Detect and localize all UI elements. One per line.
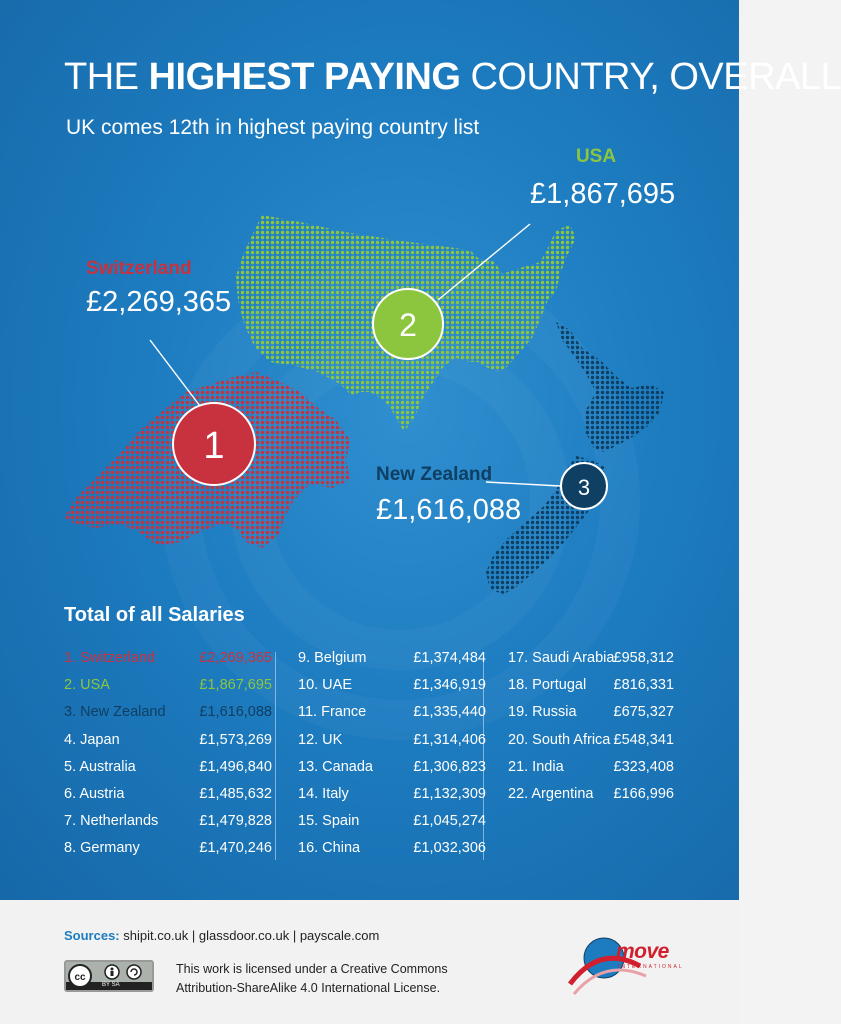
usa-callout xyxy=(530,146,642,168)
salary-row xyxy=(508,759,674,786)
logo-subtext: INTERNATIONAL xyxy=(618,964,684,970)
salary-value: £1,346,919 xyxy=(413,677,486,694)
salary-country: 16. China xyxy=(298,840,361,857)
svg-text:cc: cc xyxy=(74,972,86,983)
new-zealand-label: New Zealand xyxy=(376,464,493,485)
salary-country: 9. Belgium xyxy=(298,650,367,666)
salary-country: 7. Netherlands xyxy=(64,813,159,830)
salary-value: £1,314,406 xyxy=(413,731,486,748)
license-line-2: Attribution-ShareAlike 4.0 International License. xyxy=(176,981,441,995)
salary-country: 20. South Africa xyxy=(508,731,611,748)
usa-label: USA xyxy=(575,146,617,167)
salary-row xyxy=(64,650,272,677)
salary-value: £1,867,695 xyxy=(199,677,272,694)
salary-value: £1,470,246 xyxy=(199,840,272,857)
usa-value-box xyxy=(530,178,675,211)
salary-row xyxy=(64,840,272,867)
salary-value: £1,485,632 xyxy=(199,785,272,802)
salary-row xyxy=(298,786,486,813)
new-zealand-value: £1,616,088 xyxy=(376,494,522,526)
salary-row xyxy=(298,677,486,704)
salary-value: £958,312 xyxy=(613,650,674,666)
salary-country: 8. Germany xyxy=(64,840,140,857)
salary-country: 14. Italy xyxy=(298,785,349,802)
salary-country: 6. Austria xyxy=(64,785,125,802)
page-subtitle: UK comes 12th in highest paying country list xyxy=(66,116,480,139)
salary-country: 18. Portugal xyxy=(508,677,587,694)
salary-country: 13. Canada xyxy=(298,758,373,775)
salary-country: 17. Saudi Arabia xyxy=(508,650,615,666)
salary-value: £548,341 xyxy=(613,731,674,748)
license-line-1: This work is licensed under a Creative Commons xyxy=(176,962,448,976)
salary-row xyxy=(508,650,674,677)
sources-text: shipit.co.uk | glassdoor.co.uk | payscale.com xyxy=(119,928,380,943)
salary-value: £1,335,440 xyxy=(413,704,486,721)
salary-row xyxy=(64,704,272,731)
switzerland-value: £2,269,365 xyxy=(86,286,232,318)
salary-country: 3. New Zealand xyxy=(64,704,166,721)
salary-value: £1,032,306 xyxy=(413,840,486,857)
salary-column-3 xyxy=(508,650,674,813)
salary-country: 4. Japan xyxy=(64,731,120,748)
column-divider xyxy=(483,652,484,860)
salary-row xyxy=(64,759,272,786)
salary-value: £1,479,828 xyxy=(199,813,272,830)
rank-3-number: 3 xyxy=(577,475,591,500)
column-divider xyxy=(275,652,276,860)
rank-2-number: 2 xyxy=(399,307,417,343)
salaries-title: Total of all Salaries xyxy=(64,604,245,626)
salary-country: 2. USA xyxy=(64,677,110,694)
salary-value: £2,269,365 xyxy=(199,650,272,666)
cc-license-badge[interactable] xyxy=(64,960,154,992)
cc-badge-text: BY SA xyxy=(102,982,120,988)
logo-text: move xyxy=(616,940,669,963)
salary-row xyxy=(298,704,486,731)
usa-value: £1,867,695 xyxy=(530,178,676,210)
salary-value: £1,496,840 xyxy=(199,758,272,775)
salary-value: £1,573,269 xyxy=(199,731,272,748)
salary-row xyxy=(64,677,272,704)
salary-row xyxy=(64,732,272,759)
sources-line xyxy=(64,928,379,943)
salary-country: 1. Switzerland xyxy=(64,650,156,666)
salary-row xyxy=(298,759,486,786)
salary-row xyxy=(508,732,674,759)
salary-country: 10. UAE xyxy=(298,677,352,694)
salary-country: 12. UK xyxy=(298,731,343,748)
salary-row xyxy=(64,786,272,813)
salary-row xyxy=(298,732,486,759)
sources-label: Sources: xyxy=(64,928,120,943)
salary-value: £1,306,823 xyxy=(413,758,486,775)
salary-country: 11. France xyxy=(298,704,367,721)
switzerland-label: Switzerland xyxy=(86,258,192,279)
salary-column-1 xyxy=(64,650,272,868)
salary-value: £816,331 xyxy=(613,677,674,694)
salary-value: £323,408 xyxy=(613,758,674,775)
license-text xyxy=(176,960,476,998)
salary-row xyxy=(64,813,272,840)
salary-row xyxy=(298,813,486,840)
salary-row xyxy=(298,650,486,677)
salary-value: £675,327 xyxy=(613,704,674,721)
salary-row xyxy=(298,840,486,867)
page-title: THE HIGHEST PAYING COUNTRY, OVERALL xyxy=(64,56,841,98)
salary-value: £1,045,274 xyxy=(413,813,486,830)
salary-row xyxy=(508,704,674,731)
salary-country: 5. Australia xyxy=(64,758,136,775)
rank-1-number: 1 xyxy=(203,425,225,467)
new-zealand-callout xyxy=(376,464,521,527)
salary-row xyxy=(508,786,674,813)
salary-row xyxy=(508,677,674,704)
salary-value: £1,374,484 xyxy=(413,650,486,666)
salary-value: £1,616,088 xyxy=(199,704,272,721)
footer xyxy=(0,900,739,1024)
salary-country: 21. India xyxy=(508,758,564,775)
switzerland-callout xyxy=(86,258,231,319)
salary-country: 19. Russia xyxy=(508,704,577,721)
salary-column-2 xyxy=(298,650,486,868)
new-zealand-north-map xyxy=(556,322,664,452)
salary-country: 22. Argentina xyxy=(508,785,594,802)
switzerland-connector xyxy=(150,340,200,406)
salary-country: 15. Spain xyxy=(298,813,360,830)
salary-value: £166,996 xyxy=(613,785,674,802)
salary-value: £1,132,309 xyxy=(413,785,486,802)
